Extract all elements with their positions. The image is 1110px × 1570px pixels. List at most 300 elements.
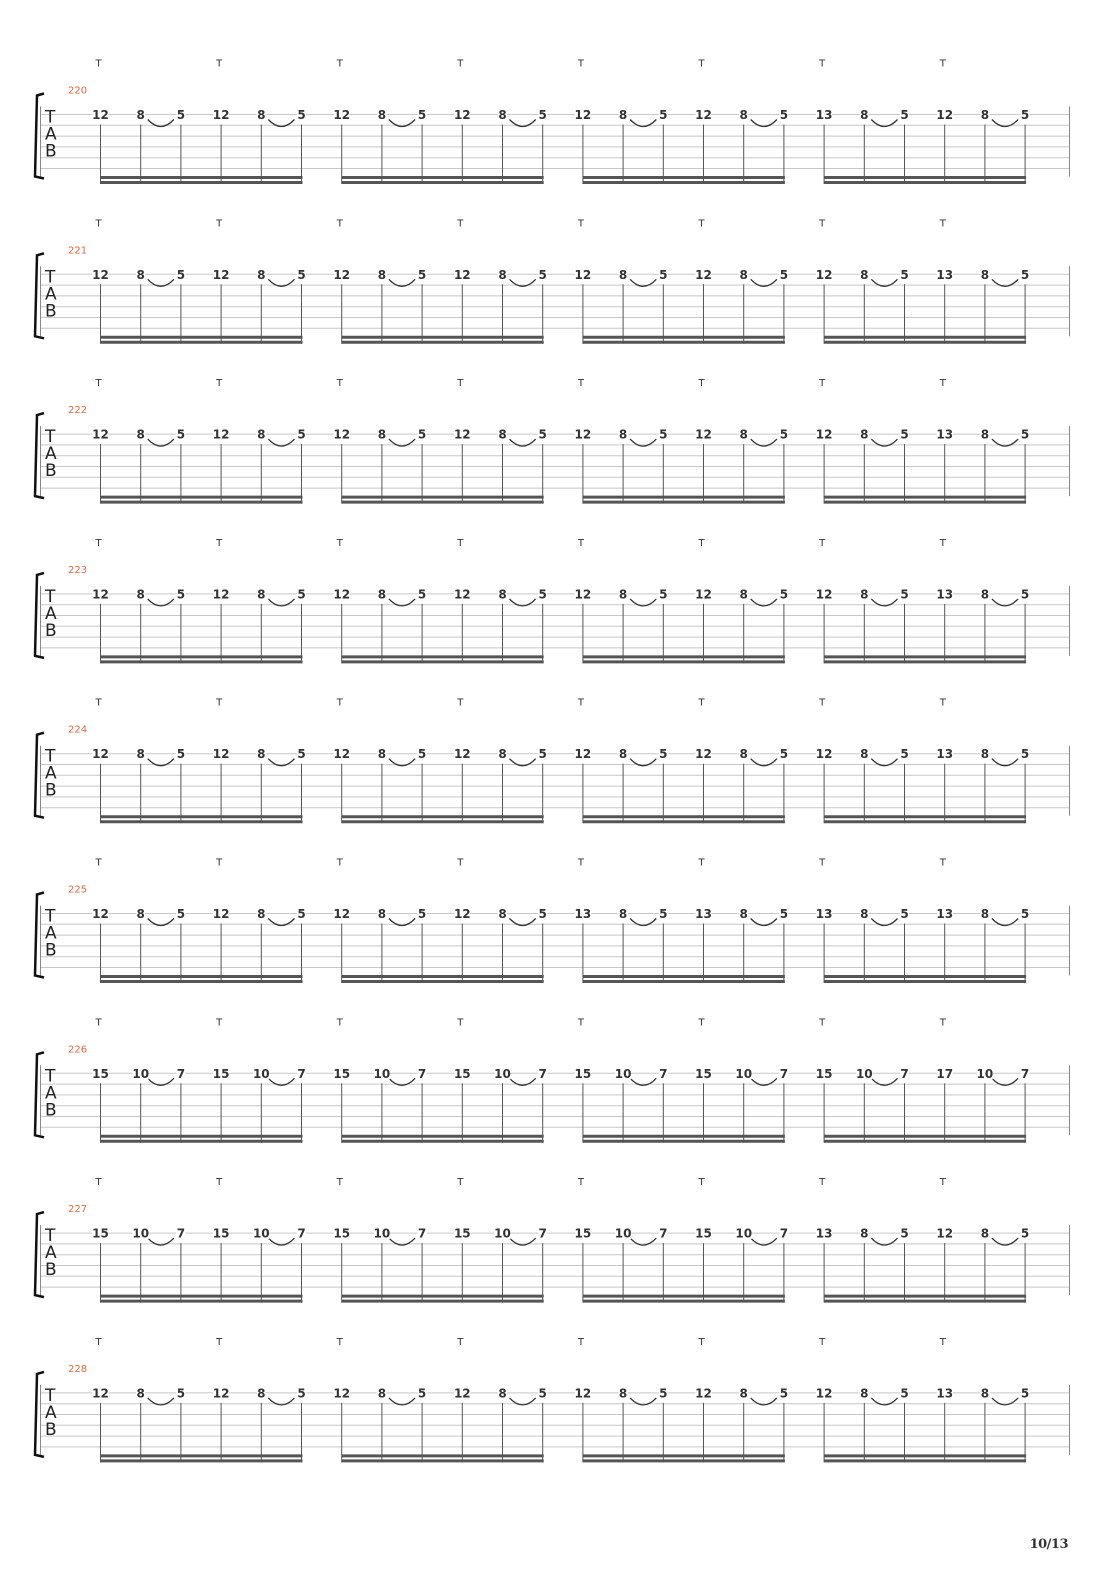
fret-number: 5: [297, 907, 306, 921]
tab-clef-letter: A: [45, 444, 57, 465]
fret-number: 8: [980, 427, 990, 442]
tab-system: [35, 1337, 1070, 1463]
tap-mark: T: [819, 1336, 826, 1348]
fret-number: 5: [1020, 747, 1030, 762]
fret-number: 10: [735, 1066, 753, 1081]
fret-number: 7: [779, 1066, 789, 1081]
fret-number: 7: [659, 1226, 668, 1241]
fret-number: 5: [176, 747, 186, 762]
fret-number: 8: [739, 587, 748, 602]
fret-number: 15: [333, 1066, 351, 1081]
fret-number: 12: [212, 1386, 230, 1401]
fret-number: 8: [136, 108, 145, 122]
fret-number: 8: [377, 907, 387, 921]
tap-mark: T: [939, 378, 946, 390]
fret-number: 12: [453, 267, 471, 282]
tap-mark: T: [819, 857, 826, 869]
fret-number: 10: [614, 1066, 632, 1081]
tap-mark: T: [698, 537, 705, 549]
fret-number: 12: [815, 1386, 833, 1401]
fret-number: 5: [417, 907, 427, 921]
fret-number: 15: [333, 1226, 351, 1241]
measure-number: 221: [68, 245, 88, 257]
fret-number: 8: [739, 108, 748, 122]
tap-mark: T: [819, 378, 826, 390]
tap-mark: T: [577, 58, 585, 70]
fret-number: 5: [659, 907, 668, 921]
fret-number: 12: [815, 587, 833, 602]
tap-mark: T: [939, 1336, 946, 1348]
fret-number: 8: [739, 747, 748, 762]
fret-number: 8: [739, 267, 748, 282]
tap-mark: T: [216, 857, 223, 869]
fret-number: 13: [936, 587, 954, 602]
fret-number: 5: [417, 108, 427, 122]
tab-system: [35, 538, 1070, 664]
tab-clef-letter: A: [45, 124, 57, 145]
tab-system: [35, 1177, 1070, 1303]
tap-mark: T: [577, 218, 585, 230]
measure-number: 228: [68, 1363, 88, 1375]
fret-number: 12: [333, 108, 351, 122]
tab-system: [35, 218, 1070, 343]
fret-number: 10: [132, 1066, 150, 1081]
fret-number: 5: [176, 587, 186, 602]
fret-number: 15: [695, 1066, 712, 1081]
tap-mark: T: [95, 58, 102, 70]
fret-number: 5: [1020, 427, 1030, 442]
tap-mark: T: [698, 857, 705, 869]
tab-clef-letter: T: [45, 107, 56, 128]
fret-number: 7: [538, 1226, 547, 1241]
fret-number: 8: [377, 1386, 387, 1401]
fret-number: 13: [815, 108, 833, 122]
fret-number: 8: [498, 907, 507, 921]
tab-clef-letter: A: [45, 1402, 57, 1423]
measure-number: 220: [68, 85, 88, 97]
fret-number: 12: [92, 427, 109, 442]
fret-number: 12: [453, 108, 471, 122]
fret-number: 5: [176, 267, 186, 282]
fret-number: 5: [659, 427, 668, 442]
tab-clef-letter: A: [45, 763, 57, 784]
tab-clef-letter: B: [45, 461, 57, 482]
fret-number: 12: [695, 1386, 712, 1401]
fret-number: 8: [498, 267, 507, 282]
fret-number: 8: [739, 427, 748, 442]
fret-number: 8: [257, 108, 266, 122]
tab-clef-letter: B: [45, 1100, 57, 1121]
fret-number: 5: [176, 108, 186, 122]
tab-clef-letter: T: [45, 1226, 56, 1247]
fret-number: 5: [779, 747, 789, 762]
fret-number: 13: [815, 907, 833, 921]
fret-number: 5: [538, 108, 547, 122]
tab-clef-letter: A: [45, 284, 57, 305]
tap-mark: T: [698, 378, 705, 390]
fret-number: 12: [212, 747, 230, 762]
fret-number: 12: [333, 1386, 351, 1401]
tab-clef-letter: A: [45, 603, 57, 624]
fret-number: 7: [779, 1226, 789, 1241]
tap-mark: T: [95, 857, 102, 869]
fret-number: 8: [498, 587, 507, 602]
fret-number: 8: [136, 1386, 145, 1401]
fret-number: 12: [695, 587, 712, 602]
fret-number: 12: [92, 1386, 109, 1401]
tap-mark: T: [457, 537, 464, 549]
tab-clef-letter: B: [45, 940, 57, 961]
fret-number: 7: [659, 1066, 668, 1081]
tap-mark: T: [939, 857, 946, 869]
fret-number: 13: [936, 1386, 954, 1401]
fret-number: 8: [257, 267, 266, 282]
fret-number: 7: [900, 1066, 909, 1081]
fret-number: 12: [453, 1386, 471, 1401]
fret-number: 12: [212, 427, 230, 442]
tap-mark: T: [819, 1177, 826, 1189]
tap-mark: T: [216, 1336, 223, 1348]
fret-number: 8: [980, 1386, 990, 1401]
fret-number: 5: [659, 747, 668, 762]
tab-clef-letter: T: [45, 1385, 56, 1406]
fret-number: 12: [453, 747, 471, 762]
fret-number: 13: [815, 1226, 833, 1241]
fret-number: 12: [815, 427, 833, 442]
fret-number: 15: [453, 1066, 471, 1081]
fret-number: 5: [1020, 907, 1030, 921]
tap-mark: T: [336, 697, 343, 709]
measure-number: 227: [68, 1204, 88, 1216]
fret-number: 8: [618, 267, 628, 282]
fret-number: 15: [815, 1066, 833, 1081]
fret-number: 5: [1020, 1386, 1030, 1401]
fret-number: 12: [212, 267, 230, 282]
tab-system: [35, 59, 1070, 185]
tap-mark: T: [939, 537, 946, 549]
fret-number: 5: [779, 267, 789, 282]
fret-number: 5: [417, 747, 427, 762]
fret-number: 7: [538, 1066, 547, 1081]
fret-number: 12: [453, 427, 471, 442]
tap-mark: T: [577, 378, 585, 390]
fret-number: 8: [136, 907, 145, 921]
fret-number: 5: [900, 267, 909, 282]
fret-number: 12: [936, 108, 954, 122]
tab-clef-letter: T: [45, 427, 56, 448]
tap-mark: T: [457, 857, 464, 869]
fret-number: 7: [417, 1226, 427, 1241]
tab-clef-letter: T: [45, 906, 56, 927]
fret-number: 12: [333, 907, 351, 921]
fret-number: 5: [900, 108, 909, 122]
fret-number: 17: [936, 1066, 954, 1081]
tap-mark: T: [939, 1017, 946, 1029]
fret-number: 12: [92, 267, 109, 282]
fret-number: 12: [574, 267, 592, 282]
fret-number: 7: [297, 1066, 306, 1081]
fret-number: 5: [1020, 267, 1030, 282]
fret-number: 13: [936, 907, 954, 921]
fret-number: 8: [136, 427, 145, 442]
tab-clef-letter: T: [45, 586, 56, 607]
fret-number: 12: [212, 587, 230, 602]
tap-mark: T: [939, 1177, 946, 1189]
tap-mark: T: [216, 697, 223, 709]
fret-number: 10: [976, 1066, 994, 1081]
tap-mark: T: [95, 1336, 102, 1348]
fret-number: 5: [779, 108, 789, 122]
tap-mark: T: [819, 697, 826, 709]
fret-number: 13: [936, 747, 954, 762]
tap-mark: T: [698, 58, 705, 70]
fret-number: 12: [695, 747, 712, 762]
tap-mark: T: [939, 58, 946, 70]
tap-mark: T: [336, 218, 343, 230]
fret-number: 7: [417, 1066, 427, 1081]
fret-number: 12: [574, 747, 592, 762]
fret-number: 5: [900, 907, 909, 921]
tap-mark: T: [698, 1336, 705, 1348]
fret-number: 5: [779, 427, 789, 442]
tab-clef-letter: T: [45, 267, 56, 288]
fret-number: 10: [252, 1226, 270, 1241]
fret-number: 5: [176, 1386, 186, 1401]
tab-system: [35, 378, 1070, 504]
fret-number: 7: [176, 1226, 186, 1241]
fret-number: 5: [176, 907, 186, 921]
tap-mark: T: [336, 378, 343, 390]
measure-number: 223: [68, 564, 88, 576]
tap-mark: T: [457, 58, 464, 70]
fret-number: 5: [176, 427, 186, 442]
fret-number: 5: [779, 1386, 789, 1401]
tap-mark: T: [457, 1017, 464, 1029]
tab-clef-letter: T: [45, 746, 56, 767]
fret-number: 5: [538, 587, 547, 602]
fret-number: 8: [498, 427, 507, 442]
fret-number: 10: [494, 1226, 511, 1241]
tap-mark: T: [95, 697, 102, 709]
fret-number: 8: [618, 1386, 628, 1401]
measure-number: 224: [68, 724, 88, 736]
tap-mark: T: [819, 1017, 826, 1029]
fret-number: 12: [333, 427, 351, 442]
fret-number: 15: [92, 1226, 109, 1241]
fret-number: 7: [297, 1226, 306, 1241]
fret-number: 7: [1020, 1066, 1030, 1081]
fret-number: 8: [860, 1386, 869, 1401]
tap-mark: T: [457, 218, 464, 230]
tab-clef-letter: A: [45, 923, 57, 944]
fret-number: 12: [695, 108, 712, 122]
tab-clef-letter: B: [45, 1260, 57, 1281]
tap-mark: T: [577, 857, 585, 869]
tap-mark: T: [95, 378, 102, 390]
fret-number: 5: [659, 1386, 668, 1401]
tap-mark: T: [457, 697, 464, 709]
fret-number: 5: [1020, 587, 1030, 602]
fret-number: 7: [176, 1066, 186, 1081]
tap-mark: T: [698, 1017, 705, 1029]
measure-number: 226: [68, 1044, 88, 1056]
fret-number: 12: [695, 427, 712, 442]
tap-mark: T: [577, 1177, 585, 1189]
fret-number: 10: [373, 1226, 391, 1241]
fret-number: 12: [333, 267, 351, 282]
fret-number: 15: [695, 1226, 712, 1241]
tap-mark: T: [457, 378, 464, 390]
fret-number: 8: [136, 267, 145, 282]
tab-clef-letter: B: [45, 141, 57, 162]
fret-number: 12: [574, 1386, 592, 1401]
fret-number: 8: [257, 747, 266, 762]
fret-number: 5: [779, 907, 789, 921]
fret-number: 5: [900, 1226, 909, 1241]
fret-number: 12: [92, 747, 109, 762]
fret-number: 8: [860, 427, 869, 442]
fret-number: 12: [574, 587, 592, 602]
tab-clef-letter: A: [45, 1243, 57, 1264]
fret-number: 13: [936, 267, 954, 282]
fret-number: 12: [92, 907, 109, 921]
tap-mark: T: [95, 1017, 102, 1029]
fret-number: 8: [377, 747, 387, 762]
tap-mark: T: [698, 1177, 705, 1189]
tap-mark: T: [577, 1336, 585, 1348]
fret-number: 12: [574, 108, 592, 122]
fret-number: 10: [494, 1066, 511, 1081]
fret-number: 15: [574, 1066, 592, 1081]
fret-number: 5: [297, 267, 306, 282]
tap-mark: T: [336, 1177, 343, 1189]
fret-number: 12: [333, 587, 351, 602]
tap-mark: T: [216, 58, 223, 70]
fret-number: 12: [815, 267, 833, 282]
fret-number: 12: [574, 427, 592, 442]
fret-number: 5: [659, 108, 668, 122]
fret-number: 8: [136, 587, 145, 602]
tap-mark: T: [216, 537, 223, 549]
fret-number: 10: [252, 1066, 270, 1081]
tap-mark: T: [336, 1017, 343, 1029]
fret-number: 5: [1020, 108, 1030, 122]
tab-clef-letter: B: [45, 780, 57, 801]
fret-number: 8: [498, 1386, 507, 1401]
fret-number: 8: [980, 1226, 990, 1241]
fret-number: 8: [860, 747, 869, 762]
fret-number: 5: [659, 267, 668, 282]
fret-number: 5: [297, 747, 306, 762]
fret-number: 13: [936, 427, 954, 442]
fret-number: 10: [132, 1226, 150, 1241]
fret-number: 5: [417, 587, 427, 602]
tab-clef-letter: B: [45, 1419, 57, 1440]
tap-mark: T: [819, 58, 826, 70]
fret-number: 8: [377, 427, 387, 442]
fret-number: 5: [417, 1386, 427, 1401]
fret-number: 8: [980, 587, 990, 602]
fret-number: 12: [695, 267, 712, 282]
fret-number: 8: [377, 587, 387, 602]
fret-number: 8: [257, 427, 266, 442]
tap-mark: T: [216, 218, 223, 230]
fret-number: 5: [538, 1386, 547, 1401]
fret-number: 15: [212, 1226, 230, 1241]
tap-mark: T: [939, 218, 946, 230]
fret-number: 5: [900, 747, 909, 762]
tap-mark: T: [577, 537, 585, 549]
fret-number: 12: [453, 587, 471, 602]
fret-number: 8: [980, 747, 990, 762]
tap-mark: T: [698, 218, 705, 230]
fret-number: 5: [900, 587, 909, 602]
measure-number: 222: [68, 405, 88, 417]
tap-mark: T: [336, 1336, 343, 1348]
tap-mark: T: [95, 537, 102, 549]
fret-number: 5: [900, 427, 909, 442]
fret-number: 5: [297, 587, 306, 602]
tab-system: [35, 698, 1070, 824]
fret-number: 8: [498, 747, 507, 762]
fret-number: 8: [618, 427, 628, 442]
fret-number: 8: [739, 907, 748, 921]
fret-number: 8: [980, 267, 990, 282]
tap-mark: T: [457, 1177, 464, 1189]
fret-number: 10: [373, 1066, 391, 1081]
fret-number: 12: [92, 108, 109, 122]
fret-number: 5: [538, 427, 547, 442]
fret-number: 12: [453, 907, 471, 921]
tap-mark: T: [819, 218, 826, 230]
fret-number: 8: [860, 267, 869, 282]
fret-number: 5: [538, 747, 547, 762]
fret-number: 10: [614, 1226, 632, 1241]
fret-number: 15: [212, 1066, 230, 1081]
fret-number: 15: [453, 1226, 471, 1241]
tab-system: [35, 858, 1070, 984]
fret-number: 5: [659, 587, 668, 602]
tab-clef-letter: B: [45, 301, 57, 322]
fret-number: 8: [257, 587, 266, 602]
fret-number: 8: [618, 587, 628, 602]
page-number: 10/13: [1029, 1537, 1068, 1552]
fret-number: 5: [417, 267, 427, 282]
fret-number: 8: [860, 587, 869, 602]
tap-mark: T: [698, 697, 705, 709]
fret-number: 5: [1020, 1226, 1030, 1241]
fret-number: 8: [377, 108, 387, 122]
fret-number: 8: [860, 907, 869, 921]
fret-number: 8: [739, 1386, 748, 1401]
tap-mark: T: [95, 1177, 102, 1189]
fret-number: 8: [377, 267, 387, 282]
tap-mark: T: [336, 58, 343, 70]
tap-mark: T: [939, 697, 946, 709]
fret-number: 8: [860, 108, 869, 122]
fret-number: 8: [257, 1386, 266, 1401]
fret-number: 10: [735, 1226, 753, 1241]
tap-mark: T: [336, 537, 343, 549]
fret-number: 10: [855, 1066, 873, 1081]
tap-mark: T: [216, 378, 223, 390]
fret-number: 5: [900, 1386, 909, 1401]
fret-number: 12: [212, 108, 230, 122]
fret-number: 8: [860, 1226, 869, 1241]
fret-number: 5: [297, 108, 306, 122]
fret-number: 8: [980, 108, 990, 122]
fret-number: 5: [538, 267, 547, 282]
